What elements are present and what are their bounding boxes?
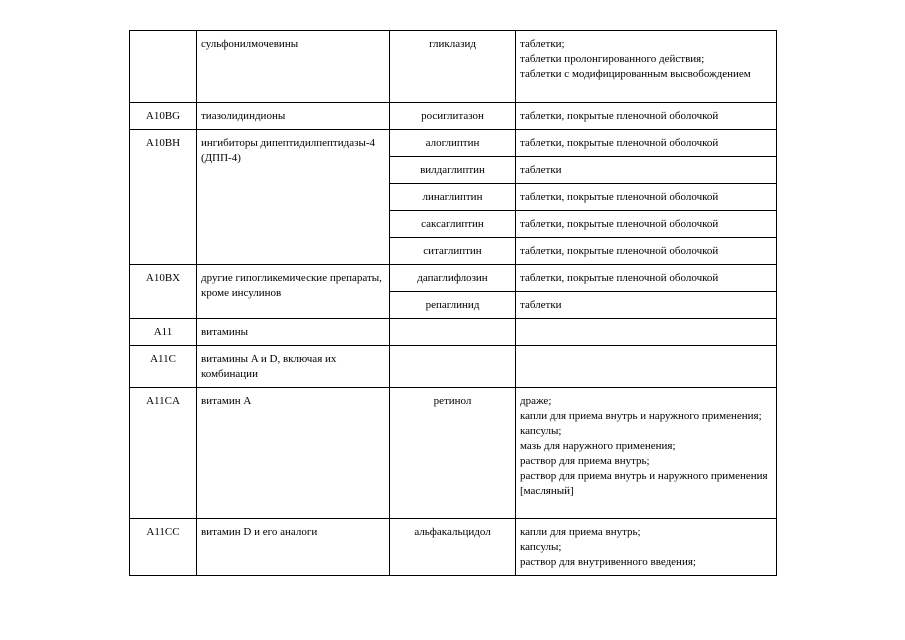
inn-cell: саксаглиптин [390,211,516,238]
form-cell: таблетки [516,292,777,319]
drug-table [129,30,777,576]
inn-cell: алоглиптин [390,130,516,157]
inn-cell [390,319,516,346]
table-row [130,519,777,576]
group-cell: витамины A и D, включая их комбинации [197,346,390,388]
group-cell: ингибиторы дипептидилпептидазы-4 (ДПП-4) [197,130,390,265]
group-cell: другие гипогликемические препараты, кроме инсулинов [197,265,390,319]
group-cell: витамин A [197,388,390,519]
form-cell: таблетки [516,157,777,184]
form-cell: таблетки, покрытые пленочной оболочкой [516,103,777,130]
atc-code-cell: A11CA [130,388,197,519]
atc-code-cell: A11C [130,346,197,388]
inn-cell: вилдаглиптин [390,157,516,184]
atc-code-cell: A10BH [130,130,197,265]
form-cell: драже; капли для приема внутрь и наружного применения; капсулы; мазь для наружного применения; раствор для приема внутрь; раствор для приема внутрь и наружного применения [масляный] [516,388,777,519]
form-cell: таблетки, покрытые пленочной оболочкой [516,265,777,292]
table-row [130,130,777,157]
form-cell: таблетки, покрытые пленочной оболочкой [516,184,777,211]
inn-cell [390,346,516,388]
table-row [130,265,777,292]
inn-cell: ситаглиптин [390,238,516,265]
form-cell: таблетки; таблетки пролонгированного действия; таблетки с модифицированным высвобождением [516,31,777,103]
form-cell [516,346,777,388]
group-cell: витамины [197,319,390,346]
atc-code-cell [130,31,197,103]
atc-code-cell: A11CC [130,519,197,576]
group-cell: витамин D и его аналоги [197,519,390,576]
atc-code-cell: A10BX [130,265,197,319]
table-row [130,319,777,346]
inn-cell: репаглинид [390,292,516,319]
group-cell: тиазолидиндионы [197,103,390,130]
table-row [130,388,777,519]
atc-code-cell: A11 [130,319,197,346]
table-row [130,103,777,130]
form-cell: таблетки, покрытые пленочной оболочкой [516,238,777,265]
inn-cell: гликлазид [390,31,516,103]
form-cell [516,319,777,346]
inn-cell: росиглитазон [390,103,516,130]
inn-cell: дапаглифлозин [390,265,516,292]
inn-cell: линаглиптин [390,184,516,211]
inn-cell: ретинол [390,388,516,519]
form-cell: капли для приема внутрь; капсулы; раствор для внутривенного введения; [516,519,777,576]
atc-code-cell: A10BG [130,103,197,130]
form-cell: таблетки, покрытые пленочной оболочкой [516,211,777,238]
form-cell: таблетки, покрытые пленочной оболочкой [516,130,777,157]
table-row [130,31,777,103]
inn-cell: альфакальцидол [390,519,516,576]
group-cell: сульфонилмочевины [197,31,390,103]
table-row [130,346,777,388]
